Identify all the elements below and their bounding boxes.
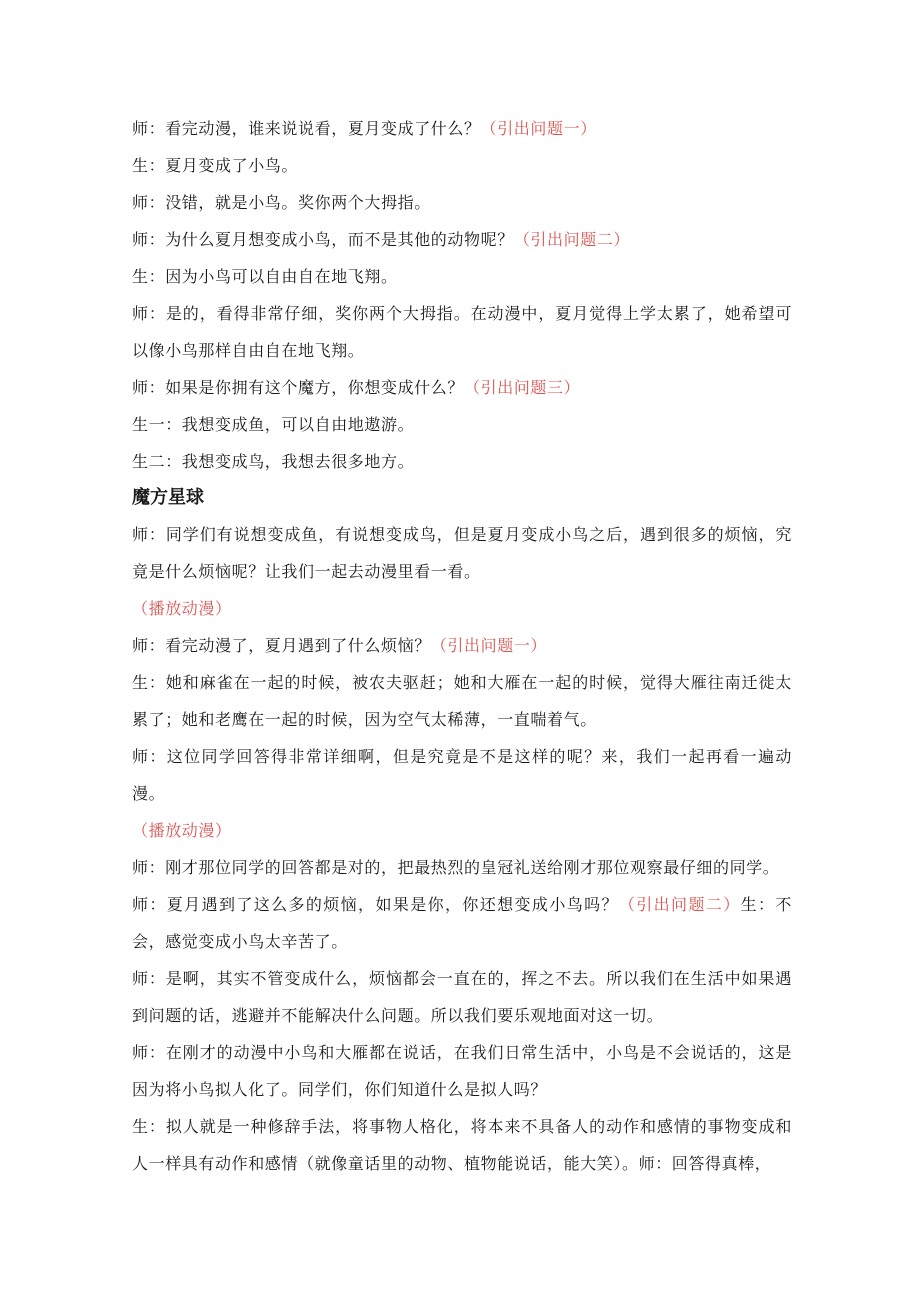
dialogue-paragraph — [132, 443, 792, 480]
paragraph-text: 生二：我想变成鸟，我想去很多地方。 — [132, 452, 415, 471]
dialogue-paragraph — [132, 590, 792, 627]
paragraph-tail-text: 生：不会，感觉变成小鸟太辛苦了。 — [132, 895, 793, 951]
paragraph-text: 生：因为小鸟可以自由自在地飞翔。 — [132, 267, 398, 286]
document-body — [132, 110, 792, 1182]
dialogue-paragraph — [132, 1034, 792, 1108]
paragraph-text: 师：在刚才的动漫中小鸟和大雁都在说话，在我们日常生活中，小鸟是不会说话的，这是因为将小鸟拟人化了。同学们，你们知道什么是拟人吗？ — [132, 1043, 792, 1099]
stage-note: （引出问题二） — [513, 230, 631, 249]
paragraph-text: 师：是啊，其实不管变成什么，烦恼都会一直在的，挥之不去。所以我们在生活中如果遇到问题的话，逃避并不能解决什么问题。所以我们要乐观地面对这一切。 — [132, 969, 792, 1025]
stage-note: （播放动漫） — [132, 821, 232, 840]
dialogue-paragraph — [132, 812, 792, 849]
paragraph-text: 师：夏月遇到了这么多的烦恼，如果是你，你还想变成小鸟吗？ — [132, 895, 619, 914]
dialogue-paragraph — [132, 184, 792, 221]
paragraph-text: 生：夏月变成了小鸟。 — [132, 156, 299, 175]
dialogue-paragraph — [132, 886, 792, 960]
dialogue-paragraph — [132, 369, 792, 406]
stage-note: （引出问题二） — [618, 895, 741, 914]
paragraph-text: 师：刚才那位同学的回答都是对的，把最热烈的皇冠礼送给刚才那位观察最仔细的同学。 — [132, 858, 780, 877]
dialogue-paragraph — [132, 664, 792, 738]
dialogue-paragraph — [132, 1108, 792, 1182]
dialogue-paragraph — [132, 221, 792, 258]
paragraph-text: 生：她和麻雀在一起的时候，被农夫驱赶；她和大雁在一起的时候，觉得大雁往南迁徙太累了；她和老鹰在一起的时候，因为空气太稀薄，一直喘着气。 — [132, 673, 792, 729]
dialogue-paragraph — [132, 295, 792, 369]
dialogue-paragraph — [132, 738, 792, 812]
dialogue-paragraph — [132, 406, 792, 443]
dialogue-paragraph — [132, 960, 792, 1034]
paragraph-text: 师：如果是你拥有这个魔方，你想变成什么？ — [132, 378, 465, 397]
stage-note: （引出问题一） — [480, 119, 597, 138]
paragraph-text: 魔方星球 — [132, 487, 204, 508]
paragraph-text: 师：看完动漫，谁来说说看，夏月变成了什么？ — [132, 119, 481, 138]
stage-note: （引出问题三） — [464, 378, 581, 397]
paragraph-text: 师：看完动漫了，夏月遇到了什么烦恼？ — [132, 636, 431, 655]
paragraph-text: 师：是的，看得非常仔细，奖你两个大拇指。在动漫中，夏月觉得上学太累了，她希望可以像小鸟那样自由自在地飞翔。 — [132, 304, 792, 360]
dialogue-paragraph — [132, 147, 792, 184]
section-heading — [132, 480, 792, 516]
dialogue-paragraph — [132, 849, 792, 886]
dialogue-paragraph — [132, 516, 792, 590]
paragraph-text: 师：没错，就是小鸟。奖你两个大拇指。 — [132, 193, 431, 212]
dialogue-paragraph — [132, 258, 792, 295]
paragraph-text: 生一：我想变成鱼，可以自由地遨游。 — [132, 415, 415, 434]
paragraph-text: 生：拟人就是一种修辞手法，将事物人格化，将本来不具备人的动作和感情的事物变成和人一样具有动作和感情（就像童话里的动物、植物能说话，能大笑）。师：回答得真棒， — [132, 1117, 792, 1173]
stage-note: （引出问题一） — [430, 636, 548, 655]
stage-note: （播放动漫） — [132, 599, 232, 618]
dialogue-paragraph — [132, 627, 792, 664]
paragraph-text: 师：同学们有说想变成鱼，有说想变成鸟，但是夏月变成小鸟之后，遇到很多的烦恼，究竟是什么烦恼呢？让我们一起去动漫里看一看。 — [132, 525, 792, 581]
dialogue-paragraph — [132, 110, 792, 147]
paragraph-text: 师：这位同学回答得非常详细啊，但是究竟是不是这样的呢？来，我们一起再看一遍动漫。 — [132, 747, 792, 803]
paragraph-text: 师：为什么夏月想变成小鸟，而不是其他的动物呢？ — [132, 230, 514, 249]
